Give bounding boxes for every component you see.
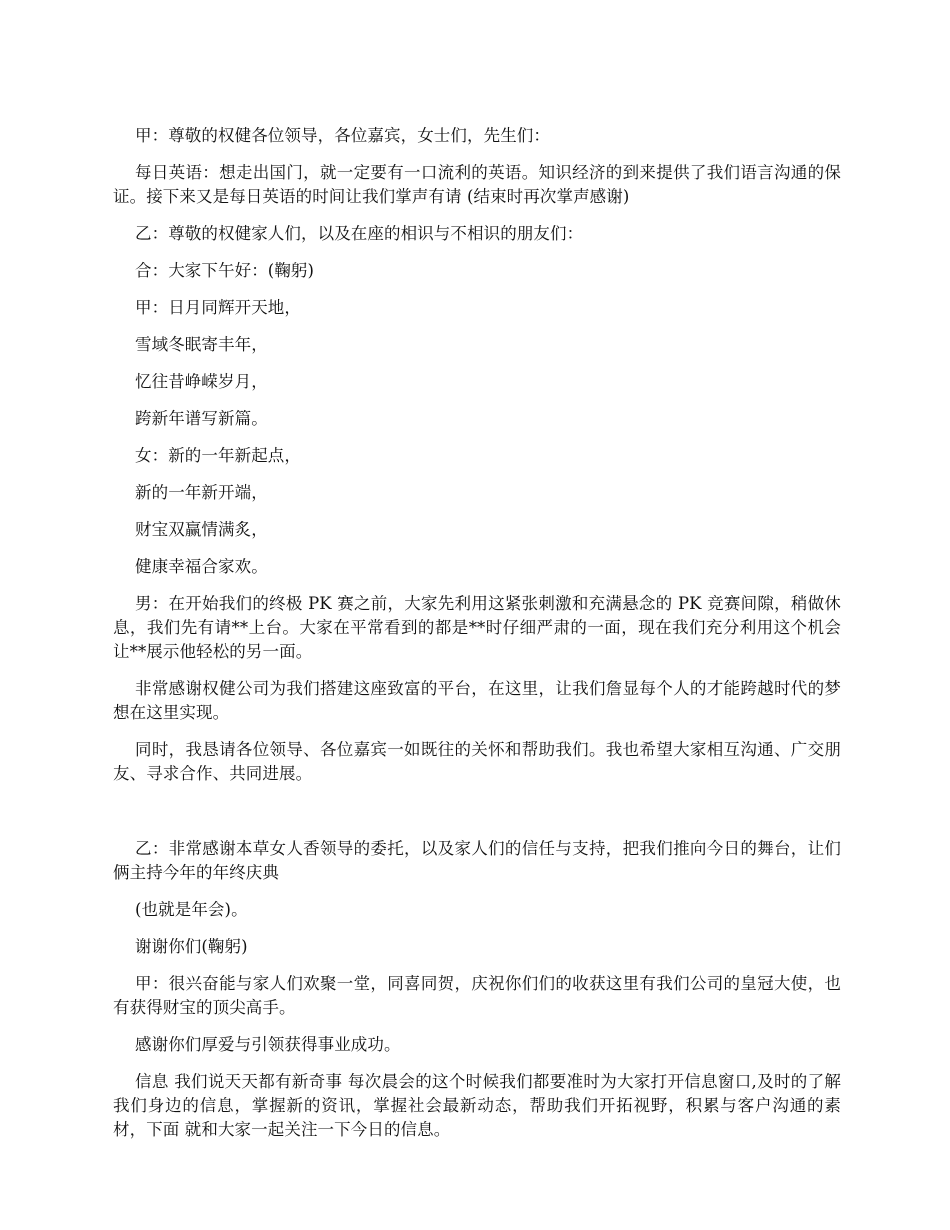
paragraph: 非常感谢权健公司为我们搭建这座致富的平台，在这里，让我们詹显每个人的才能跨越时代的梦想在这里实现。 bbox=[113, 679, 841, 722]
paragraph: 雪域冬眠寄丰年， bbox=[135, 335, 268, 354]
paragraph: 新的一年新开端， bbox=[135, 483, 268, 502]
paragraph: 谢谢你们(鞠躬) bbox=[135, 937, 248, 956]
paragraph: 财宝双赢情满炙， bbox=[135, 520, 268, 539]
paragraph: 乙：尊敬的权健家人们，以及在座的相识与不相识的朋友们： bbox=[135, 224, 584, 243]
document-body bbox=[113, 124, 841, 1155]
paragraph: 信息 我们说天天都有新奇事 每次晨会的这个时候我们都要准时为大家打开信息窗口,及时的了解我们身边的信息，掌握新的资讯，掌握社会最新动态，帮助我们开拓视野，积累与客户沟通的素材，下面 就和大家一起关注一下今日的信息。 bbox=[113, 1072, 841, 1139]
paragraph: 甲：尊敬的权健各位领导，各位嘉宾，女士们，先生们： bbox=[135, 126, 550, 145]
paragraph: 合：大家下午好：(鞠躬) bbox=[135, 261, 315, 280]
section-gap bbox=[113, 799, 841, 837]
paragraph: 男：在开始我们的终极 PK 赛之前，大家先利用这紧张刺激和充满悬念的 PK 竞赛间隙，稍做休息，我们先有请**上台。大家在平常看到的都是**时仔细严肃的一面，现在我们充分利用这个机会让**展示他轻松的另一面。 bbox=[113, 594, 841, 661]
paragraph: 甲：日月同辉开天地， bbox=[135, 298, 301, 317]
paragraph: 甲：很兴奋能与家人们欢聚一堂，同喜同贺，庆祝你们们的收获这里有我们公司的皇冠大使，也有获得财宝的顶尖高手。 bbox=[113, 974, 841, 1017]
paragraph: (也就是年会)。 bbox=[135, 900, 248, 919]
paragraph: 忆往昔峥嵘岁月， bbox=[135, 372, 268, 391]
paragraph: 跨新年谱写新篇。 bbox=[135, 409, 268, 428]
paragraph: 乙：非常感谢本草女人香领导的委托，以及家人们的信任与支持，把我们推向今日的舞台，让们俩主持今年的年终庆典 bbox=[113, 839, 841, 882]
paragraph: 健康幸福合家欢。 bbox=[135, 557, 268, 576]
paragraph: 女：新的一年新起点， bbox=[135, 446, 301, 465]
paragraph: 感谢你们厚爱与引领获得事业成功。 bbox=[135, 1035, 401, 1054]
paragraph: 每日英语：想走出国门，就一定要有一口流利的英语。知识经济的到来提供了我们语言沟通的保证。接下来又是每日英语的时间让我们掌声有请 (结束时再次掌声感谢) bbox=[113, 163, 841, 206]
paragraph: 同时，我恳请各位领导、各位嘉宾一如既往的关怀和帮助我们。我也希望大家相互沟通、广交朋友、寻求合作、共同进展。 bbox=[113, 740, 841, 783]
